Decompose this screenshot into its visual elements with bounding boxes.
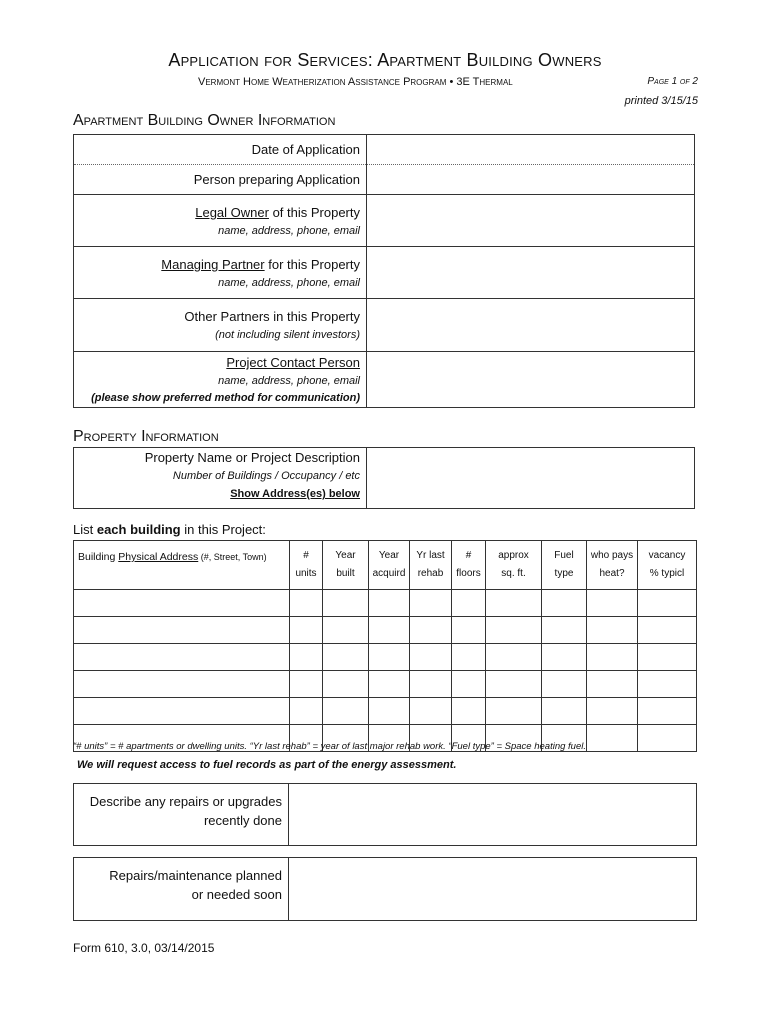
repairs-planned-box: [73, 857, 697, 921]
repairs-done-label: Describe any repairs or upgrades recently done: [89, 794, 282, 828]
contact-person-row: [74, 351, 694, 409]
form-title: Application for Services: Apartment Building Owners: [168, 50, 602, 70]
table-row: [74, 698, 697, 725]
legal-owner-row: [74, 194, 694, 246]
sqft-column-header: approx sq. ft.: [486, 541, 542, 590]
date-of-application-row: [74, 135, 694, 164]
table-row: [74, 590, 697, 617]
page-number: Page 1 of 2: [647, 76, 698, 87]
show-address-note: Show Address(es) below: [230, 488, 360, 500]
contact-method-note: (please show preferred method for communication): [91, 392, 360, 404]
who-pays-heat-column-header: who pays heat?: [587, 541, 638, 590]
address-column-header: Building Physical Address (#, Street, Town): [74, 541, 290, 590]
other-partners-label: Other Partners in this Property: [184, 309, 360, 324]
list-buildings-label: List each building in this Project:: [73, 522, 266, 537]
property-section-heading: Property Information: [73, 428, 219, 445]
fuel-type-column-header: Fuel type: [542, 541, 587, 590]
table-row: [74, 644, 697, 671]
property-name-label: Property Name or Project Description: [144, 450, 360, 465]
property-info-box: [73, 447, 695, 509]
property-name-sublabel: Number of Buildings / Occupancy / etc: [172, 470, 360, 482]
units-column-header: # units: [290, 541, 323, 590]
other-partners-sublabel: (not including silent investors): [215, 329, 360, 341]
last-rehab-column-header: Yr last rehab: [410, 541, 452, 590]
person-preparing-row: [74, 164, 694, 194]
table-row: [74, 617, 697, 644]
contact-person-label: Project Contact Person: [226, 355, 360, 370]
repairs-done-box: [73, 783, 697, 846]
printed-date: printed 3/15/15: [624, 95, 698, 107]
owner-section-heading: Apartment Building Owner Information: [73, 112, 336, 129]
year-acquired-column-header: Year acquird: [369, 541, 410, 590]
buildings-table: [73, 540, 697, 752]
column-definitions-note: “# units” = # apartments or dwelling units. “Yr last rehab” = year of last major rehab work. “Fuel type” = Space heating fuel.: [73, 741, 586, 752]
repairs-planned-label: Repairs/maintenance planned or needed soon: [109, 868, 282, 902]
year-built-column-header: Year built: [323, 541, 369, 590]
form-footer: Form 610, 3.0, 03/14/2015: [73, 941, 215, 955]
program-subtitle: Vermont Home Weatherization Assistance Program • 3E Thermal: [198, 76, 513, 88]
owner-info-box: [73, 134, 695, 408]
floors-column-header: # floors: [452, 541, 486, 590]
contact-person-sublabel: name, address, phone, email: [218, 375, 360, 387]
fuel-records-note: We will request access to fuel records as part of the energy assessment.: [77, 759, 457, 771]
legal-owner-sublabel: name, address, phone, email: [218, 225, 360, 237]
vacancy-column-header: vacancy % typicl: [638, 541, 697, 590]
legal-owner-label: Legal Owner of this Property: [195, 205, 360, 220]
other-partners-row: [74, 298, 694, 351]
table-row: [74, 671, 697, 698]
date-of-application-label: Date of Application: [251, 142, 360, 157]
managing-partner-row: [74, 246, 694, 298]
person-preparing-label: Person preparing Application: [193, 172, 360, 187]
buildings-header-row: [74, 541, 697, 590]
managing-partner-sublabel: name, address, phone, email: [218, 277, 360, 289]
managing-partner-label: Managing Partner for this Property: [161, 257, 360, 272]
